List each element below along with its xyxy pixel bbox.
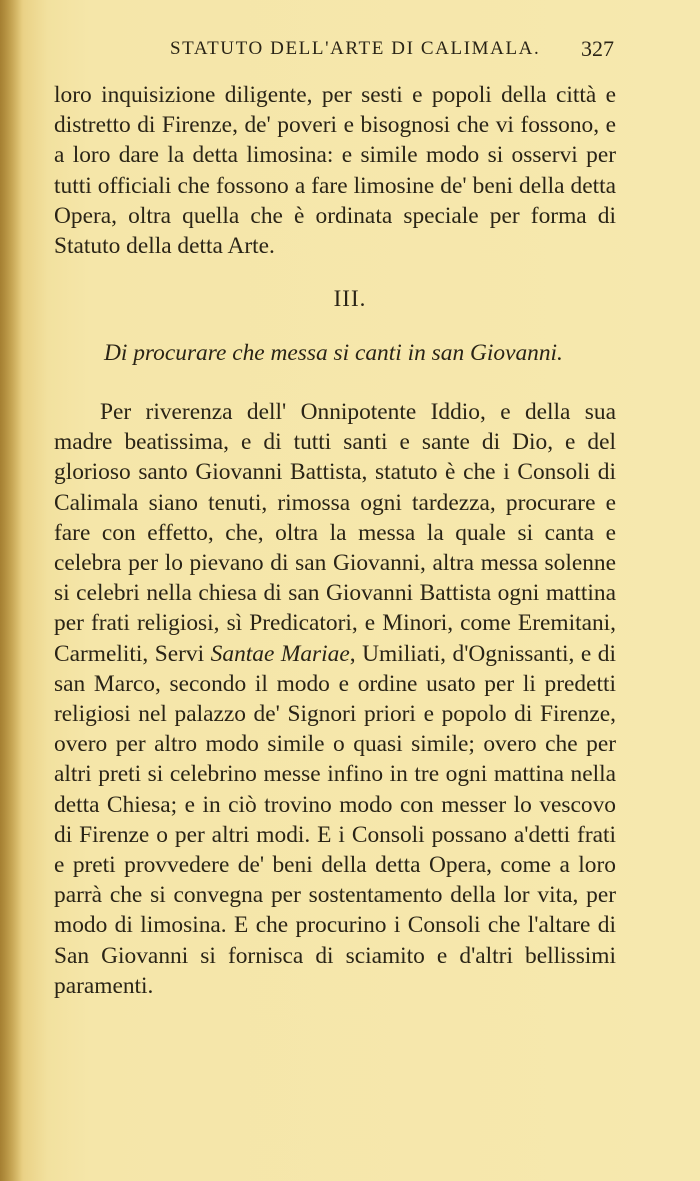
section-paragraph xyxy=(54,397,616,1001)
paragraph-text-part-1: Per riverenza dell' Onnipotente Iddio, e della sua madre beatissima, e di tutti santi e sante di Dio, e del glorioso santo Giovanni Battista, statuto è che i Consoli di Calimala siano tenuti, rimossa ogni tardezza, procurare e fare con effetto, che, oltra la messa la quale si canta e celebra per lo pievano di san Giovanni, altra messa solenne si celebri nella chiesa di san Giovanni Battista ogni mattina per frati religiosi, sì Predicatori, e Minori, come Eremitani, Carmeliti, Servi xyxy=(54,399,616,667)
section-heading: Di procurare che messa si canti in san Giovanni. xyxy=(104,340,563,366)
spine-shadow xyxy=(0,0,22,1181)
paragraph-text-part-2: , Umiliati, d'Ognissanti, e di san Marco, secondo il modo e ordine usato per li predetti religiosi nel palazzo de' Signori priori e popolo di Firenze, overo per altro modo simile o quasi simile; overo che per altri preti si celebrino messe infino in tre ogni mattina nella detta Chiesa; e in ciò trovino modo con messer lo vescovo di Firenze o per altri modi. E i Consoli possano a'detti frati e preti provvedere de' beni della detta Opera, come a loro parrà che si convegna per sostentamento della lor vita, per modo di limosina. E che procurino i Consoli che l'altare di San Giovanni si fornisca di sciamito e d'altri bellissimi paramenti. xyxy=(54,640,616,999)
section-number: III. xyxy=(333,286,367,311)
latin-phrase: Santae Mariae xyxy=(210,640,350,667)
paragraph-text xyxy=(54,397,616,1001)
paragraph-continued xyxy=(54,80,616,261)
page-number: 327 xyxy=(581,36,614,61)
paragraph-text: loro inquisizione diligente, per sesti e popoli della città e distretto di Firenze, de' poveri e bisognosi che vi fossono, e a loro dare la detta limosina: e simile modo si osservi per tutti officiali che fossono a fare limosine de' beni della detta Opera, oltra quella che è ordinata speciale per forma di Statuto della detta Arte. xyxy=(54,82,616,260)
running-head: STATUTO DELL'ARTE DI CALIMALA. xyxy=(170,38,541,59)
